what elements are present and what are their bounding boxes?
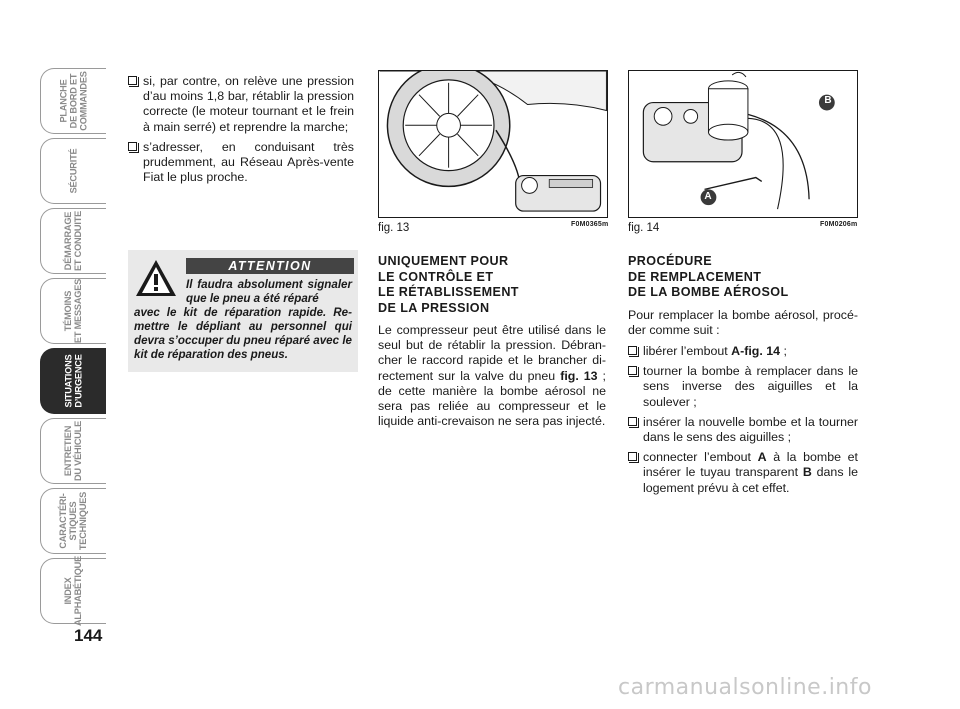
column-right bbox=[628, 254, 858, 501]
bullet-text: si, par contre, on relève une pression d’au moins 1,8 bar, rétablir la pression correcte (le moteur tournant et le frein à main serré) et reprendre la marche; bbox=[143, 74, 354, 134]
figure-14-caption: fig. 14 bbox=[628, 222, 660, 234]
bullet-text: à la bombe et insérer le tuyau transparent bbox=[643, 450, 858, 480]
tab-label: ENTRETIEN DU VÉHICULE bbox=[63, 420, 84, 482]
tab-caracteristiques[interactable] bbox=[40, 488, 106, 554]
tab-situations-urgence[interactable] bbox=[40, 348, 106, 414]
checkbox-bullet-icon bbox=[628, 366, 637, 375]
part-reference: B bbox=[802, 465, 812, 480]
tab-label: CARACTÉRI- STIQUES TECHNIQUES bbox=[58, 491, 89, 551]
checkbox-bullet-icon bbox=[128, 76, 137, 85]
list-item bbox=[128, 74, 354, 135]
list-item bbox=[628, 344, 858, 359]
list-item bbox=[128, 140, 354, 186]
attention-title: ATTENTION bbox=[186, 258, 354, 274]
list-item bbox=[628, 415, 858, 445]
heading-line: DE LA BOMBE AÉROSOL bbox=[628, 285, 789, 299]
tab-label: SÉCURITÉ bbox=[68, 148, 79, 194]
page-number: 144 bbox=[74, 626, 103, 645]
bullet-text: connecter l’embout bbox=[643, 450, 758, 465]
part-reference: A bbox=[757, 450, 767, 465]
attention-text bbox=[134, 278, 352, 362]
bullet-text: libérer l’embout bbox=[643, 343, 732, 358]
tab-label: PLANCHE DE BORD ET COMMANDES bbox=[58, 71, 89, 131]
tab-label: INDEX ALPHABÉTIQUE bbox=[63, 555, 84, 627]
tab-demarrage[interactable] bbox=[40, 208, 106, 274]
figure-13-code: F0M0365m bbox=[571, 221, 609, 228]
tab-securite[interactable] bbox=[40, 138, 106, 204]
figure-14-label-b: B bbox=[824, 95, 832, 106]
paragraph: Pour remplacer la bombe aérosol, procéder comme suit : bbox=[628, 307, 858, 337]
bullet-text: ; bbox=[780, 343, 787, 358]
bullet-text: s’adresser, en conduisant très prudemment, au Réseau Après-vente Fiat le plus proche. bbox=[143, 139, 354, 185]
heading-line: DE LA PRESSION bbox=[378, 300, 490, 315]
attention-text-rest: avec le kit de réparation rapide. Remettre le dépliant au personnel qui devra s’occuper du pneu réparé avec le kit de réparation des pneus. bbox=[134, 306, 352, 361]
watermark: carmanualsonline.info bbox=[618, 675, 872, 700]
figure-14-code: F0M0206m bbox=[820, 221, 858, 228]
heading-line: LE CONTRÔLE ET bbox=[378, 269, 494, 284]
bullet-text: tourner la bombe à remplacer dans le sens inverse des aiguilles et la soulever ; bbox=[643, 364, 858, 409]
figure-13-caption: fig. 13 bbox=[378, 222, 410, 234]
checkbox-bullet-icon bbox=[128, 142, 137, 151]
attention-text-first: Il faudra absolument signaler que le pneu a été réparé bbox=[186, 278, 352, 305]
column-middle bbox=[378, 254, 606, 435]
bullet-text: dans le logement prévu à cet effet. bbox=[643, 465, 858, 495]
list-item bbox=[628, 450, 858, 496]
heading-line: DE REMPLACEMENT bbox=[628, 269, 762, 284]
heading-line: LE RÉTABLISSEMENT bbox=[378, 285, 519, 299]
attention-box bbox=[128, 250, 358, 372]
figure-reference: A-fig. 14 bbox=[731, 343, 781, 358]
tab-temoins[interactable] bbox=[40, 278, 106, 344]
heading-line: UNIQUEMENT POUR bbox=[378, 254, 509, 268]
checkbox-bullet-icon bbox=[628, 417, 637, 426]
tab-entretien[interactable] bbox=[40, 418, 106, 484]
bullet-text: insérer la nouvelle bombe et la tourner dans le sens des aiguilles ; bbox=[643, 414, 858, 444]
figure-14-label-a: A bbox=[704, 191, 712, 202]
checkbox-bullet-icon bbox=[628, 452, 637, 461]
list-item bbox=[628, 364, 858, 410]
tab-label: DÉMARRAGE ET CONDUITE bbox=[63, 210, 84, 272]
section-heading bbox=[628, 254, 858, 301]
column-left bbox=[128, 74, 354, 190]
figure-reference: fig. 13 bbox=[560, 368, 598, 383]
aerosol-replacement-illustration bbox=[629, 71, 857, 217]
tab-label: SITUATIONS D’URGENCE bbox=[63, 354, 84, 408]
paragraph-text: ; de cette manière la bombe aérosol ne sera pas reliée au compresseur et le liquide anti-crevaison ne sera pas injecté. bbox=[378, 368, 606, 429]
tab-label: TÉMOINS ET MESSAGES bbox=[63, 278, 84, 344]
tab-planche-de-bord[interactable] bbox=[40, 68, 106, 134]
paragraph-text: Le compresseur peut être utilisé dans le seul but de rétablir la pression. Débrancher le raccord rapide et le brancher directement sur la valve du pneu bbox=[378, 323, 606, 383]
checkbox-bullet-icon bbox=[628, 346, 637, 355]
figure-14-image bbox=[628, 70, 858, 218]
figure-13-image bbox=[378, 70, 608, 218]
paragraph bbox=[378, 323, 606, 429]
section-heading bbox=[378, 254, 606, 316]
tire-compressor-illustration bbox=[379, 71, 607, 217]
heading-line: PROCÉDURE bbox=[628, 254, 713, 268]
tab-index[interactable] bbox=[40, 555, 106, 627]
